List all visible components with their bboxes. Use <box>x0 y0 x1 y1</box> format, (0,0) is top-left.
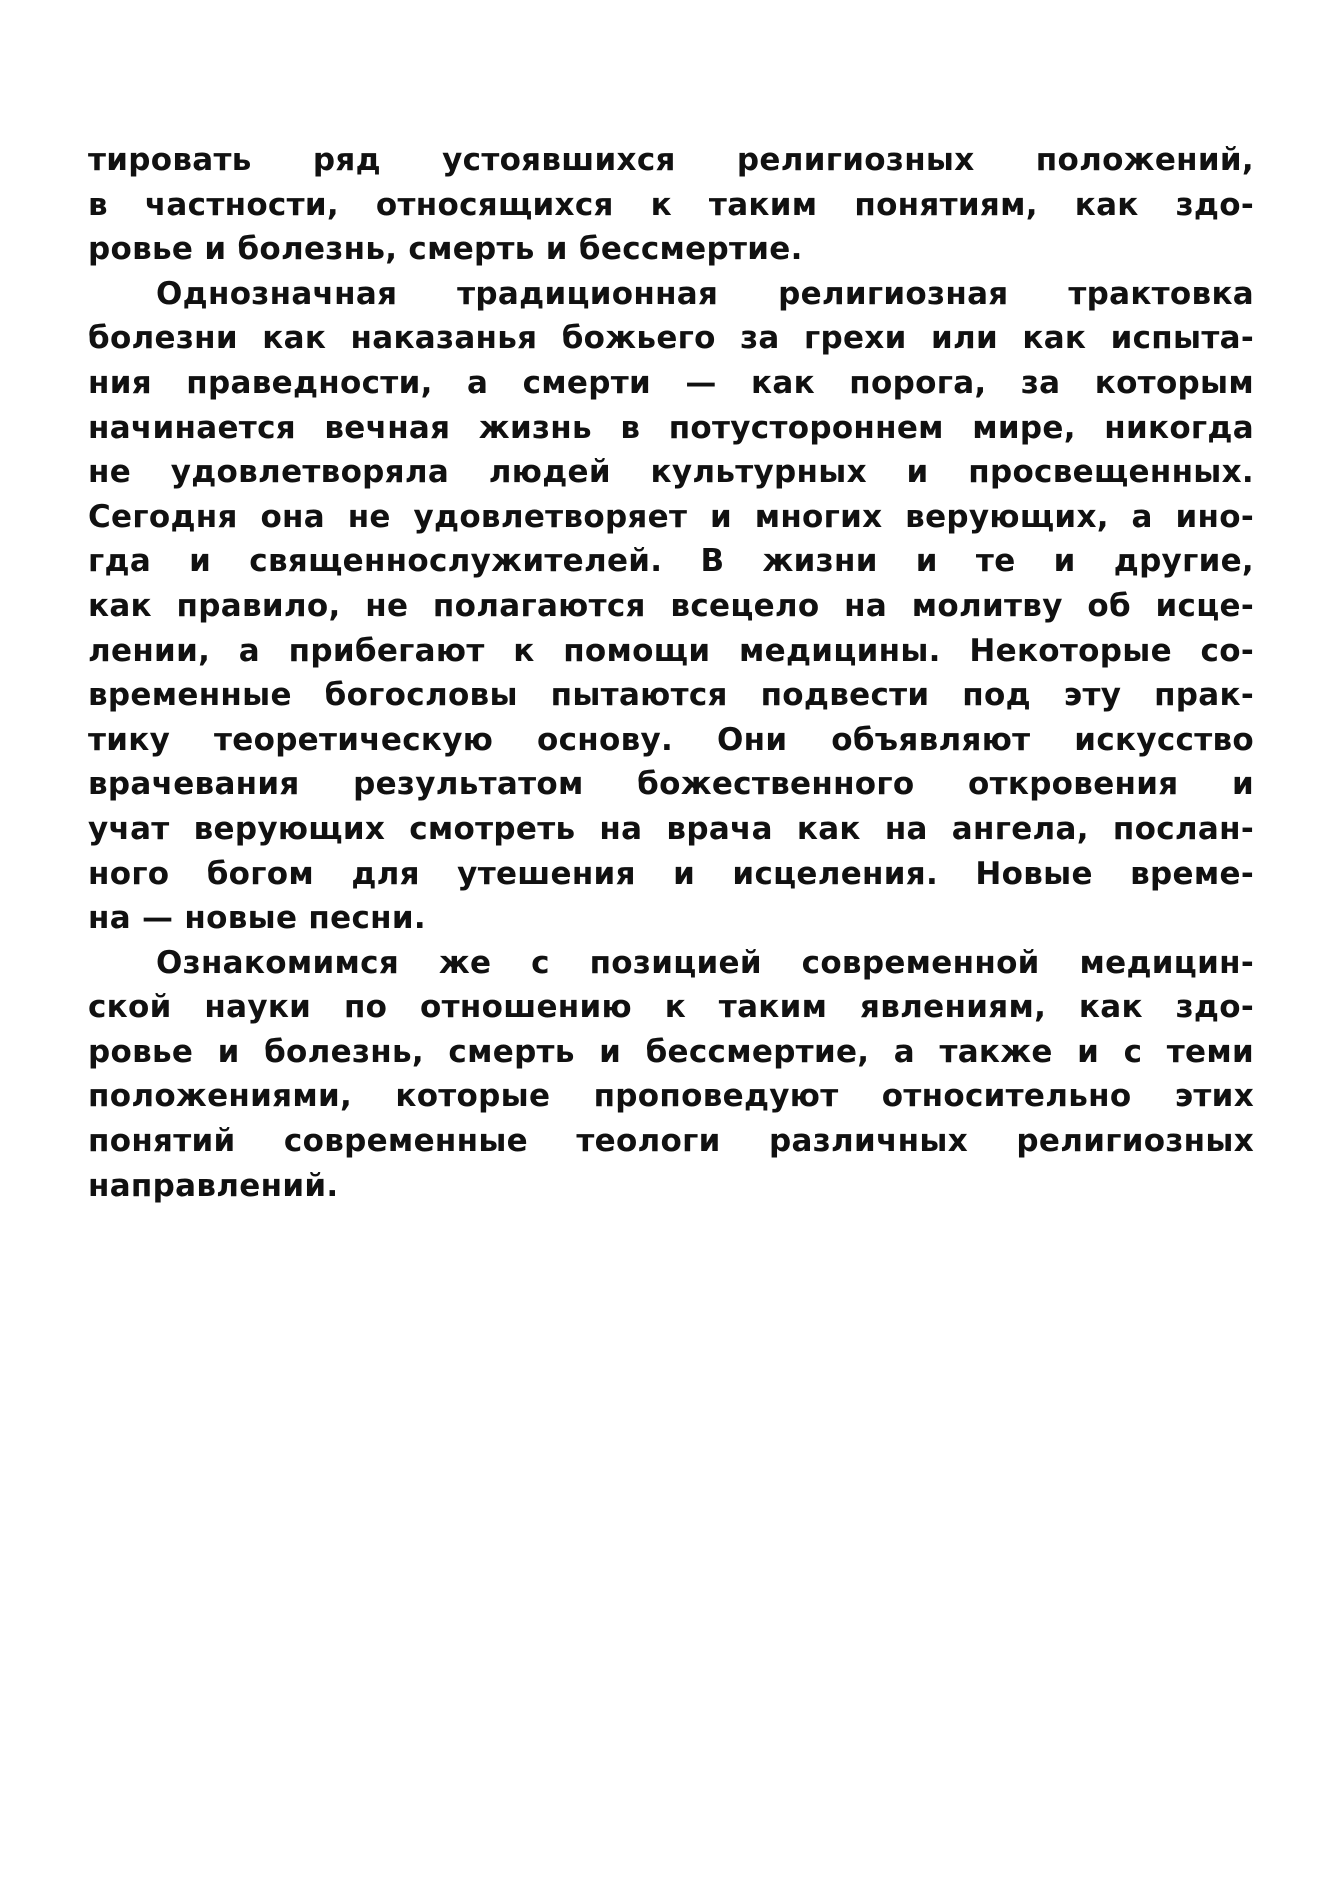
text-line: тировать ряд устоявшихся религиозных положений, <box>88 142 1254 178</box>
text-line: положениями, которые проповедуют относительно этих <box>88 1078 1254 1115</box>
text-line: учат верующих смотреть на врача как на ангела, послан- <box>88 810 1254 847</box>
text-line: ской науки по отношению к таким явлениям, как здо- <box>88 989 1254 1026</box>
text-line: ния праведности, а смерти — как порога, за которым <box>88 364 1254 401</box>
paragraph-1 <box>88 138 1254 272</box>
text-line: лении, а прибегают к помощи медицины. Некоторые со- <box>88 632 1254 669</box>
text-line: ровье и болезнь, смерть и бессмертие, а также и с теми <box>88 1033 1254 1070</box>
text-line: Ознакомимся же с позицией современной медицин- <box>156 944 1254 981</box>
text-line: ного богом для утешения и исцеления. Новые време- <box>88 855 1254 892</box>
text-line: понятий современные теологи различных религиозных <box>88 1123 1254 1160</box>
text-line: гда и священнослужителей. В жизни и те и другие, <box>88 543 1254 580</box>
text-line: как правило, не полагаются всецело на молитву об исце- <box>88 587 1254 624</box>
text-line: тику теоретическую основу. Они объявляют искусство <box>88 721 1254 758</box>
text-line: не удовлетворяла людей культурных и просвещенных. <box>88 454 1254 491</box>
text-line: ровье и болезнь, смерть и бессмертие. <box>88 231 803 268</box>
paragraph-2 <box>88 272 1254 941</box>
text-line: Сегодня она не удовлетворяет и многих верующих, а ино- <box>88 498 1254 535</box>
text-line: болезни как наказанья божьего за грехи или как испыта- <box>88 320 1254 357</box>
text-line: начинается вечная жизнь в потустороннем мире, никогда <box>88 409 1254 446</box>
text-line: Однозначная традиционная религиозная трактовка <box>156 275 1254 312</box>
text-line: в частности, относящихся к таким понятиям, как здо- <box>88 186 1254 223</box>
text-line: направлений. <box>88 1167 339 1204</box>
text-line: временные богословы пытаются подвести под эту прак- <box>88 677 1254 714</box>
paragraph-3 <box>88 941 1254 1209</box>
page-text <box>88 138 1254 1208</box>
text-line: на — новые песни. <box>88 900 426 937</box>
text-line: врачевания результатом божественного откровения и <box>88 766 1254 803</box>
